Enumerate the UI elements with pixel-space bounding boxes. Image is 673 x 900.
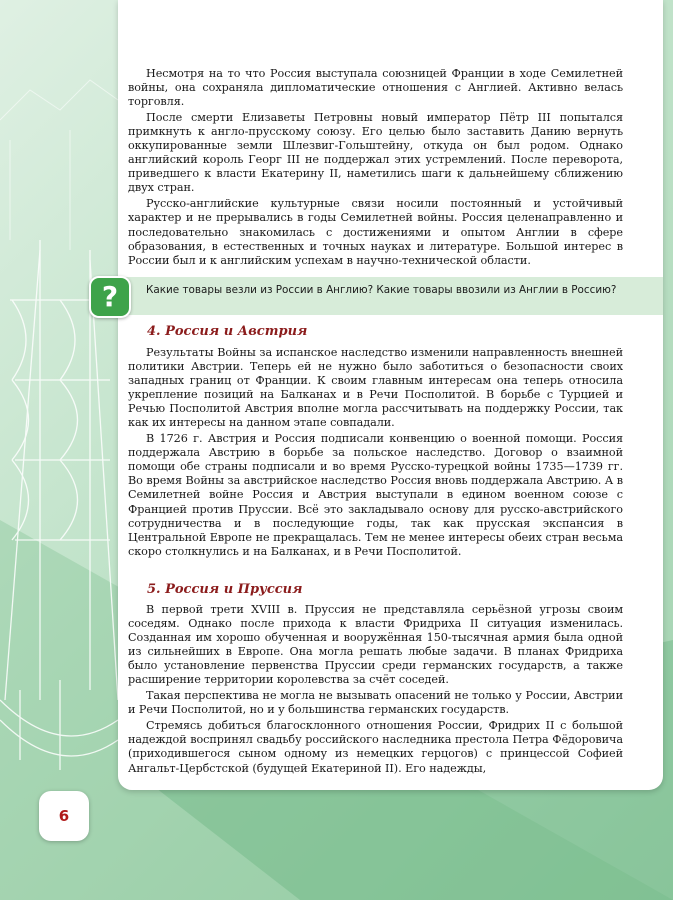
page-number: 6: [39, 791, 89, 841]
text-block-section-4: [128, 346, 623, 561]
paragraph-prussia-rise: В первой трети XVIII в. Пруссия не представляла серьёзной угрозы своим соседям. Однако после прихода к власти Фридриха II ситуация изменилась. Созданная им хорошо обученная и вооружённая 150-тысячная армия была одной из сильнейших в Европе. Она могла решать любые задачи. В планах Фридриха было установление первенства Пруссии среди германских государств, а также расширение территории королевства за счёт соседей.: [128, 603, 623, 687]
paragraph-frederick-hopes: Стремясь добиться благосклонного отношения России, Фридрих II с большой надеждой воспринял свадьбу российского наследника престола Петра Фёдоровича (приходившегося сыном одному из немецких герцогов) с принцессой Софией Ангальт-Цербстской (будущей Екатериной II). Его надежды,: [128, 719, 623, 775]
paragraph-austria-alliance: В 1726 г. Австрия и Россия подписали конвенцию о военной помощи. Россия поддержала Австрию в борьбе за польское наследство. Договор о взаимной помощи обе страны подписали и во время Русско-турецкой войны 1735—1739 гг. Во время Войны за австрийское наследство Россия вновь поддержала Австрию. А в Семилетней войне Россия и Австрия выступали в едином военном союзе с Францией против Пруссии. Всё это закладывало основу для русско-австрийского сотрудничества и в последующие годы, так как прусская экспансия в Центральной Европе не прекращалась. Тем не менее интересы обеих стран весьма скоро столкнулись и на Балканах, и в Речи Посполитой.: [128, 432, 623, 558]
paragraph-peter-iii: После смерти Елизаветы Петровны новый император Пётр III попытался примкнуть к англо-прусскому союзу. Его целью было заставить Данию вернуть оккупированные земли Шлезвиг-Гольштейну, откуда он был родом. Однако английский король Георг III не поддержал этих устремлений. После переворота, приведшего к власти Екатерину II, наметились шаги к дальнейшему сближению двух стран.: [128, 111, 623, 195]
paragraph-austria-policy: Результаты Войны за испанское наследство изменили направленность внешней политики Австрии. Теперь ей не нужно было заботиться о безопасности своих западных границ от Франции. К своим главным интересам она теперь относила укрепление позиций на Балканах и в Речи Посполитой. В борьбе с Турцией и Речью Посполитой Австрия вполне могла рассчитывать на поддержку России, так как их интересы на данном этапе совпадали.: [128, 346, 623, 430]
paragraph-cultural-ties: Русско-английские культурные связи носили постоянный и устойчивый характер и не прерывались в годы Семилетней войны. Россия целенаправленно и последовательно знакомилась с достижениями и опытом Англии в сфере образования, в естественных и точных науках и литературе. Большой интерес в России был и к английским успехам в научно-технической области.: [128, 197, 623, 267]
question-text: Какие товары везли из России в Англию? Какие товары ввозили из Англии в Россию?: [146, 284, 617, 296]
text-block-section-5: [128, 603, 623, 778]
paragraph-prussia-threat: Такая перспектива не могла не вызывать опасений не только у России, Австрии и Речи Посполитой, но и у большинства германских государств.: [128, 689, 623, 717]
paragraph-trade: Несмотря на то что Россия выступала союзницей Франции в ходе Семилетней войны, она сохраняла дипломатические отношения с Англией. Активно велась торговля.: [128, 67, 623, 109]
section-heading-russia-prussia: 5. Россия и Пруссия: [147, 582, 303, 597]
section-heading-russia-austria: 4. Россия и Австрия: [147, 324, 308, 339]
text-block-1: [128, 67, 623, 270]
question-mark-icon: ?: [89, 276, 131, 318]
